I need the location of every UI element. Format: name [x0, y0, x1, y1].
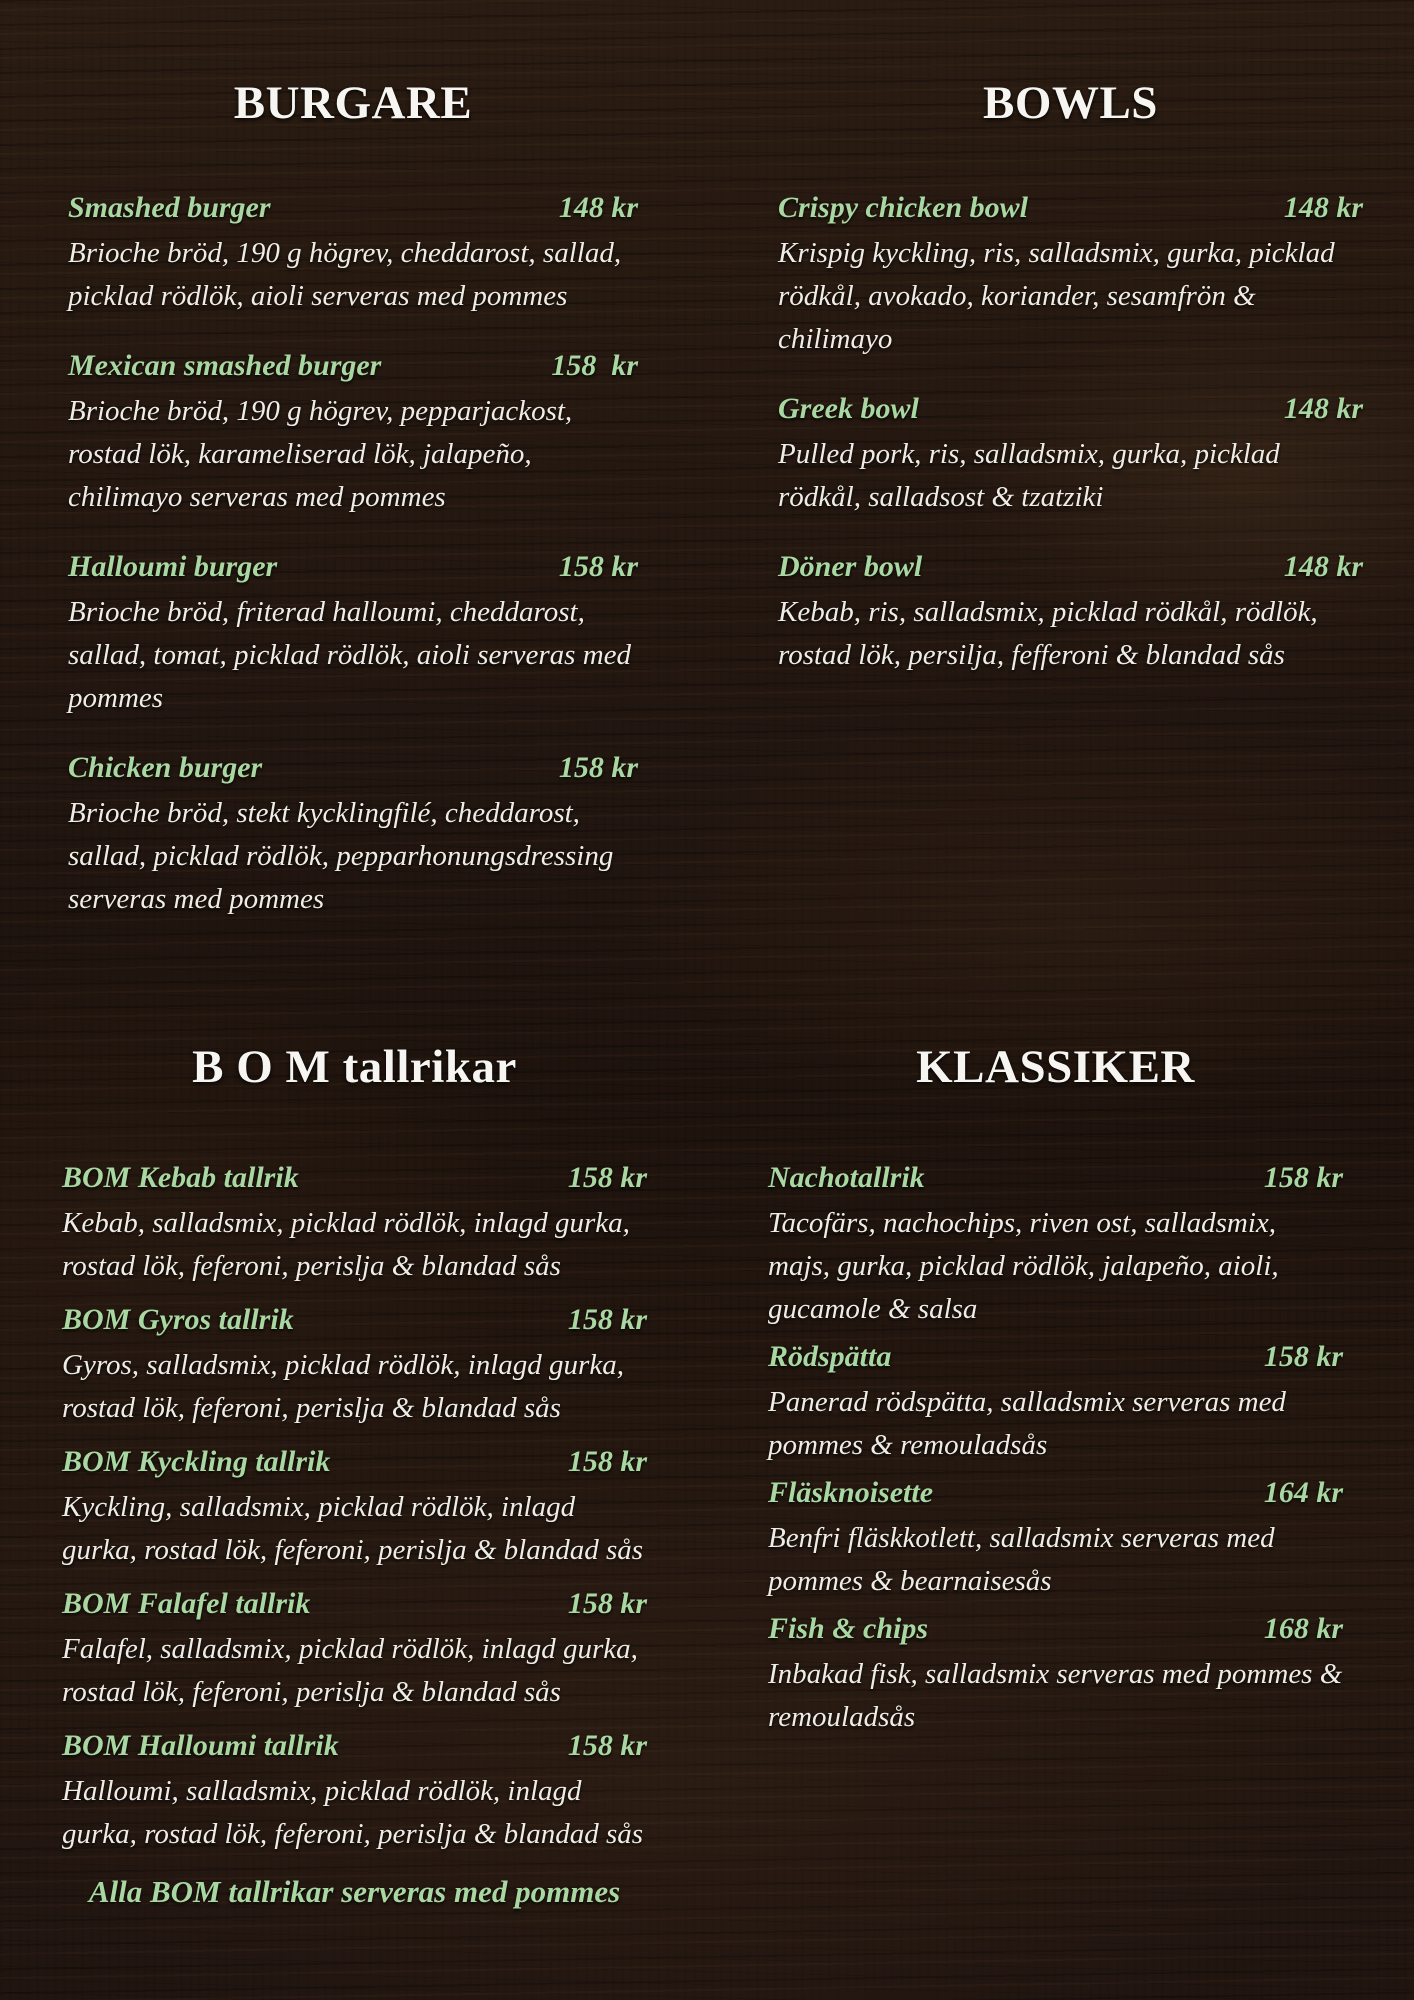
item-price: 158 kr [567, 1303, 647, 1336]
menu-item-smashed-burger [68, 188, 638, 318]
item-description: Tacofärs, nachochips, riven ost, salladsmix, majs, gurka, picklad rödlök, jalapeño, aioli, gucamole & salsa [768, 1207, 1279, 1325]
item-head [768, 1337, 1343, 1377]
menu-item-fish-and-chips [768, 1609, 1343, 1739]
item-head [62, 1442, 647, 1482]
item-description: Inbakad fisk, salladsmix serveras med pommes & remouladsås [768, 1658, 1343, 1733]
item-head [768, 1473, 1343, 1513]
item-description: Krispig kyckling, ris, salladsmix, gurka, picklad rödkål, avokado, koriander, sesamfrön & chilimayo [778, 237, 1335, 355]
item-head [68, 748, 638, 788]
section-bowls [778, 76, 1363, 705]
menu-item-bom-halloumi-tallrik [62, 1726, 647, 1856]
item-price: 158 kr [567, 1729, 647, 1762]
section-burgare [68, 76, 638, 949]
item-name: Fläsknoisette [768, 1476, 934, 1509]
item-price: 148 kr [558, 191, 638, 224]
item-head [68, 346, 638, 386]
item-name: Greek bowl [778, 392, 919, 425]
item-head [62, 1300, 647, 1340]
item-price: 148 kr [1283, 550, 1363, 583]
item-name: Rödspätta [768, 1340, 892, 1373]
item-head [68, 547, 638, 587]
item-head [778, 188, 1363, 228]
menu-item-crispy-chicken-bowl [778, 188, 1363, 361]
item-name: Fish & chips [768, 1612, 929, 1645]
item-price: 158 kr [1263, 1161, 1343, 1194]
item-head [768, 1609, 1343, 1649]
item-name: BOM Kebab tallrik [62, 1161, 299, 1194]
item-description: Brioche bröd, friterad halloumi, cheddarost, sallad, tomat, picklad rödlök, aioli serveras med pommes [68, 596, 632, 714]
item-head [62, 1158, 647, 1198]
item-price: 164 kr [1263, 1476, 1343, 1509]
section-klassiker [768, 1040, 1343, 1745]
item-description: Brioche bröd, 190 g högrev, pepparjackost, rostad lök, karameliserad lök, jalapeño, chilimayo serveras med pommes [68, 395, 573, 513]
item-description: Falafel, salladsmix, picklad rödlök, inlagd gurka, rostad lök, feferoni, perislja & blandad sås [62, 1633, 638, 1708]
item-head [62, 1726, 647, 1766]
item-name: Crispy chicken bowl [778, 191, 1029, 224]
item-head [62, 1584, 647, 1624]
menu-item-mexican-smashed-burger [68, 346, 638, 519]
item-description: Brioche bröd, stekt kycklingfilé, cheddarost, sallad, picklad rödlök, pepparhonungsdressing serveras med pommes [68, 797, 614, 915]
item-name: Chicken burger [68, 751, 263, 784]
item-price: 158 kr [558, 751, 638, 784]
menu-item-bom-gyros-tallrik [62, 1300, 647, 1430]
item-head [768, 1158, 1343, 1198]
item-price: 158 kr [567, 1587, 647, 1620]
item-name: BOM Falafel tallrik [62, 1587, 311, 1620]
section-title-klassiker: KLASSIKER [916, 1041, 1195, 1093]
item-name: Nachotallrik [768, 1161, 925, 1194]
menu-item-doner-bowl [778, 547, 1363, 677]
bom-serving-note: Alla BOM tallrikar serveras med pommes [88, 1874, 621, 1909]
menu-item-flasknoisette [768, 1473, 1343, 1603]
section-bom-tallrikar [62, 1040, 647, 1912]
item-price: 148 kr [1283, 392, 1363, 425]
item-description: Pulled pork, ris, salladsmix, gurka, picklad rödkål, salladsost & tzatziki [778, 438, 1280, 513]
item-name: Mexican smashed burger [68, 349, 382, 382]
menu-item-greek-bowl [778, 389, 1363, 519]
item-description: Panerad rödspätta, salladsmix serveras med pommes & remouladsås [768, 1386, 1286, 1461]
item-price: 158 kr [567, 1161, 647, 1194]
item-description: Kebab, salladsmix, picklad rödlök, inlagd gurka, rostad lök, feferoni, perislja & blandad sås [62, 1207, 630, 1282]
item-head [778, 547, 1363, 587]
item-description: Kyckling, salladsmix, picklad rödlök, inlagd gurka, rostad lök, feferoni, perislja & blandad sås [62, 1491, 644, 1566]
item-description: Kebab, ris, salladsmix, picklad rödkål, rödlök, rostad lök, persilja, fefferoni & blandad sås [778, 596, 1318, 671]
item-price: 148 kr [1283, 191, 1363, 224]
menu-item-bom-falafel-tallrik [62, 1584, 647, 1714]
item-name: Döner bowl [778, 550, 923, 583]
item-price: 158 kr [558, 550, 638, 583]
item-description: Gyros, salladsmix, picklad rödlök, inlagd gurka, rostad lök, feferoni, perislja & blandad sås [62, 1349, 624, 1424]
menu-item-rodspatta [768, 1337, 1343, 1467]
item-description: Halloumi, salladsmix, picklad rödlök, inlagd gurka, rostad lök, feferoni, perislja & blandad sås [62, 1775, 644, 1850]
item-price: 168 kr [1263, 1612, 1343, 1645]
item-name: Smashed burger [68, 191, 271, 224]
item-name: BOM Halloumi tallrik [62, 1729, 339, 1762]
item-head [68, 188, 638, 228]
item-price: 158 kr [1263, 1340, 1343, 1373]
item-description: Brioche bröd, 190 g högrev, cheddarost, sallad, picklad rödlök, aioli serveras med pommes [68, 237, 622, 312]
item-name: BOM Kyckling tallrik [62, 1445, 331, 1478]
menu-item-halloumi-burger [68, 547, 638, 720]
item-name: BOM Gyros tallrik [62, 1303, 294, 1336]
item-head [778, 389, 1363, 429]
menu-item-nachotallrik [768, 1158, 1343, 1331]
item-price: 158 kr [567, 1445, 647, 1478]
section-title-bowls: BOWLS [983, 77, 1158, 129]
section-title-burgare: BURGARE [233, 77, 473, 129]
item-description: Benfri fläskkotlett, salladsmix serveras med pommes & bearnaisesås [768, 1522, 1275, 1597]
menu-item-bom-kebab-tallrik [62, 1158, 647, 1288]
menu-item-bom-kyckling-tallrik [62, 1442, 647, 1572]
item-name: Halloumi burger [68, 550, 278, 583]
section-title-bom-tallrikar: B O M tallrikar [192, 1041, 517, 1093]
item-price: 158 kr [551, 349, 638, 382]
menu-item-chicken-burger [68, 748, 638, 921]
